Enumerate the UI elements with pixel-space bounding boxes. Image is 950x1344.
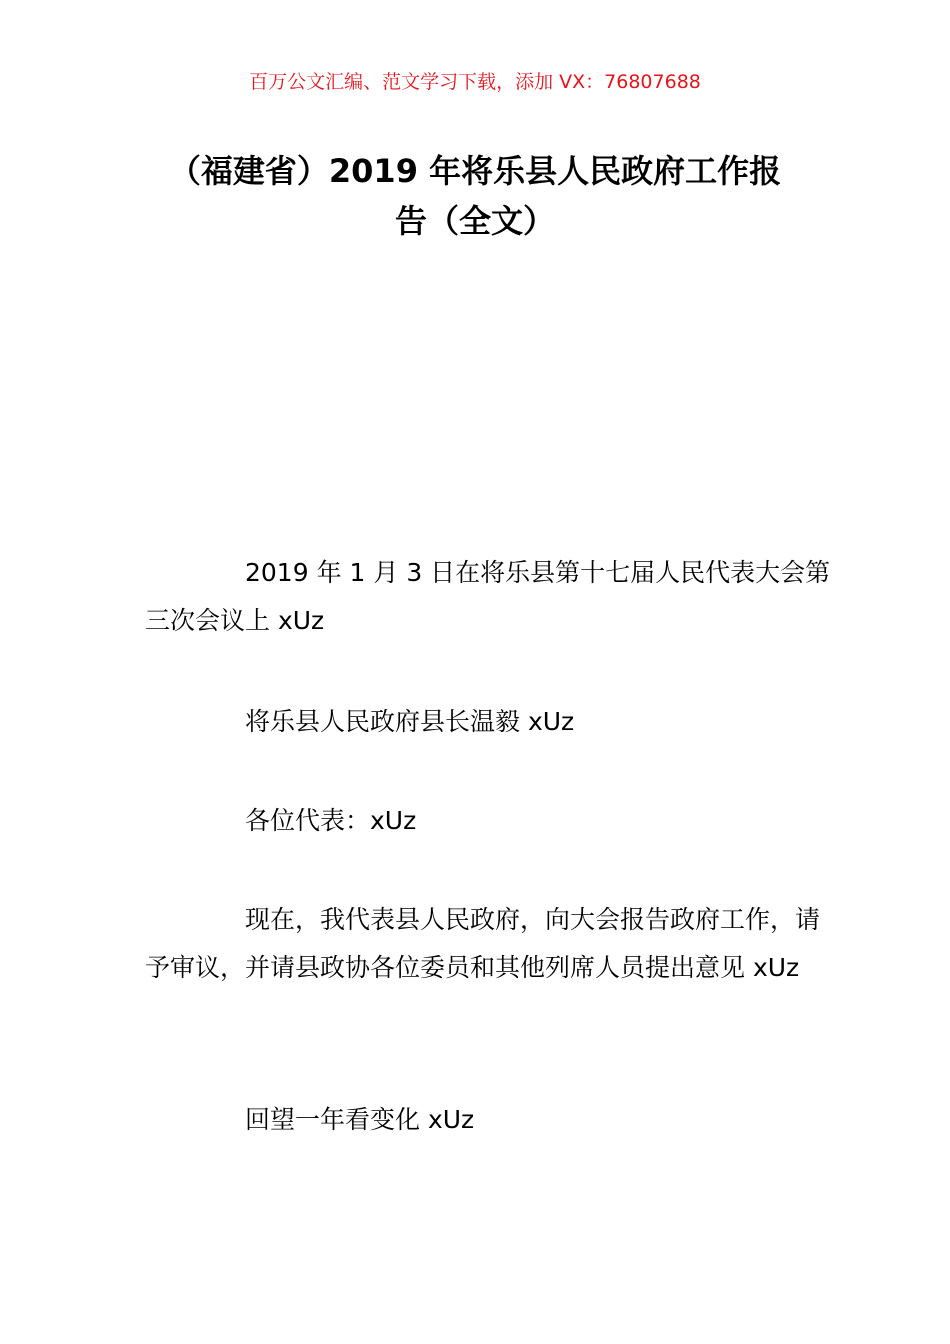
document-title-line-2: 告（全文）: [394, 202, 555, 240]
opening-paragraph: [145, 896, 835, 992]
document-title-line-1: （福建省）2019 年将乐县人民政府工作报: [168, 152, 782, 190]
paragraph-text: 2019 年 1 月 3 日在将乐县第十七届人民代表大会第三次会议上 xUz: [145, 558, 831, 635]
paragraph-text: 回望一年看变化 xUz: [245, 1105, 475, 1134]
paragraph-text: 各位代表：xUz: [245, 806, 417, 835]
document-title: [140, 146, 810, 246]
paragraph-text: 将乐县人民政府县长温毅 xUz: [245, 707, 575, 736]
salutation-paragraph: [145, 797, 835, 845]
section-heading-paragraph: [145, 1096, 835, 1144]
promo-header-text: 百万公文汇编、范文学习下载，添加 VX：76807688: [249, 71, 701, 93]
meeting-info-paragraph: [145, 549, 835, 645]
paragraph-text: 现在，我代表县人民政府，向大会报告政府工作，请予审议，并请县政协各位委员和其他列席人员提出意见 xUz: [145, 905, 821, 982]
speaker-paragraph: [145, 698, 835, 746]
